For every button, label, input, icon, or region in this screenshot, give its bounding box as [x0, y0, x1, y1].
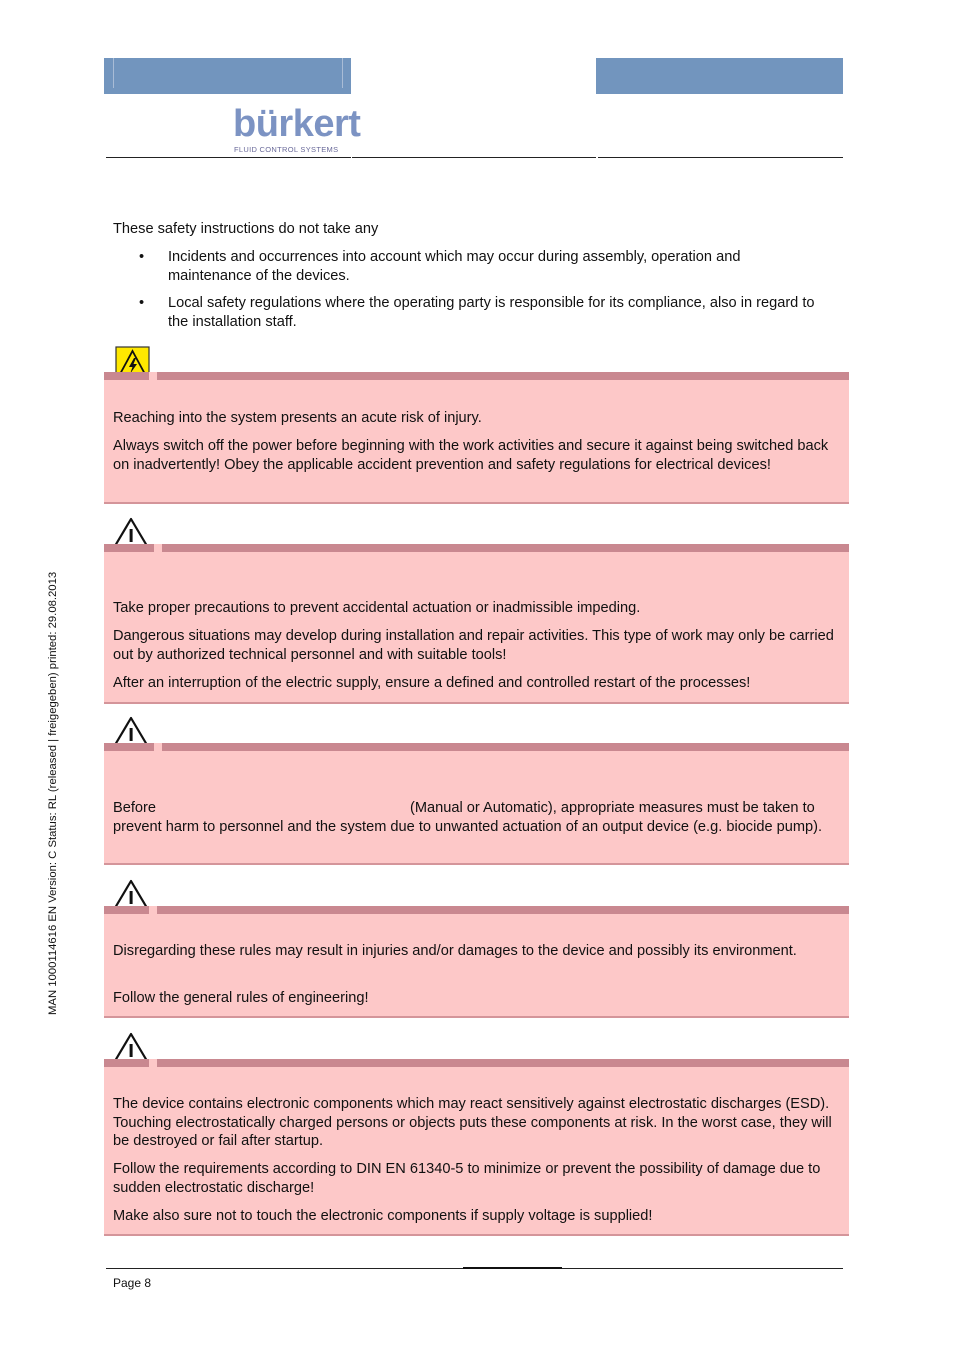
- notice-box-electrical: [104, 372, 849, 504]
- notice-paragraph: After an interruption of the electric supply, ensure a defined and controlled restart of the processes!: [113, 675, 751, 691]
- brand-logo: bürkert: [233, 103, 361, 145]
- notice-paragraph: The device contains electronic components which may react sensitively against electrostatic discharges (ESD). Touching electrostatically charged persons or objects puts these components at risk. In the worst case, they will be destroyed or fail after startup.: [113, 1096, 832, 1149]
- notice-box-esd: [104, 1059, 849, 1236]
- notice-box-engineering: [104, 906, 849, 1018]
- header-rule: [106, 157, 351, 158]
- notice-paragraph: Make also sure not to touch the electronic components if supply voltage is supplied!: [113, 1208, 653, 1224]
- header-rule: [598, 157, 843, 158]
- header-bar-left: [104, 58, 351, 94]
- notice-paragraph: Take proper precautions to prevent accidental actuation or inadmissible impeding.: [113, 600, 641, 616]
- header-bar-right: [596, 58, 843, 94]
- notice-box-actuation: [104, 544, 849, 704]
- footer-rule-accent: [463, 1267, 562, 1269]
- intro-bullet-list: [113, 248, 823, 340]
- brand-tagline: FLUID CONTROL SYSTEMS: [234, 145, 339, 154]
- header-bar-left-divider: [342, 58, 343, 88]
- notice-box-mode: [104, 743, 849, 865]
- header-bar-left-divider: [113, 58, 114, 88]
- notice-paragraph: Always switch off the power before beginning with the work activities and secure it against being switched back on inadvertently! Obey the applicable accident prevention and safety regulations for electrical devices!: [113, 438, 829, 473]
- notice-paragraph: Reaching into the system presents an acute risk of injury.: [113, 410, 482, 426]
- notice-text-start: Before: [113, 800, 156, 816]
- notice-paragraph: Dangerous situations may develop during installation and repair activities. This type of work may only be carried out by authorized technical personnel and with suitable tools!: [113, 628, 834, 663]
- list-item: • Incidents and occurrences into account which may occur during assembly, operation and maintenance of the devices.: [113, 248, 823, 285]
- list-item: • Local safety regulations where the operating party is responsible for its compliance, also in regard to the installation staff.: [113, 294, 823, 331]
- notice-paragraph: Follow the requirements according to DIN EN 61340-5 to minimize or prevent the possibility of damage due to sudden electrostatic discharge!: [113, 1161, 821, 1196]
- notice-text-rest: (Manual or Automatic), appropriate measures must be taken to prevent harm to personnel and the system due to unwanted actuation of an output device (e.g. biocide pump).: [113, 800, 823, 835]
- notice-paragraph: Disregarding these rules may result in injuries and/or damages to the device and possibly its environment.: [113, 943, 797, 959]
- intro-text: These safety instructions do not take any: [113, 221, 379, 237]
- notice-paragraph: Follow the general rules of engineering!: [113, 990, 369, 1006]
- document-metadata-sidebar: MAN 1000114616 EN Version: C Status: RL (released | freigegeben) printed: 29.08.2013: [47, 571, 59, 1015]
- page-number: Page 8: [113, 1276, 152, 1290]
- notice-paragraph: [113, 799, 838, 836]
- header-rule: [352, 157, 596, 158]
